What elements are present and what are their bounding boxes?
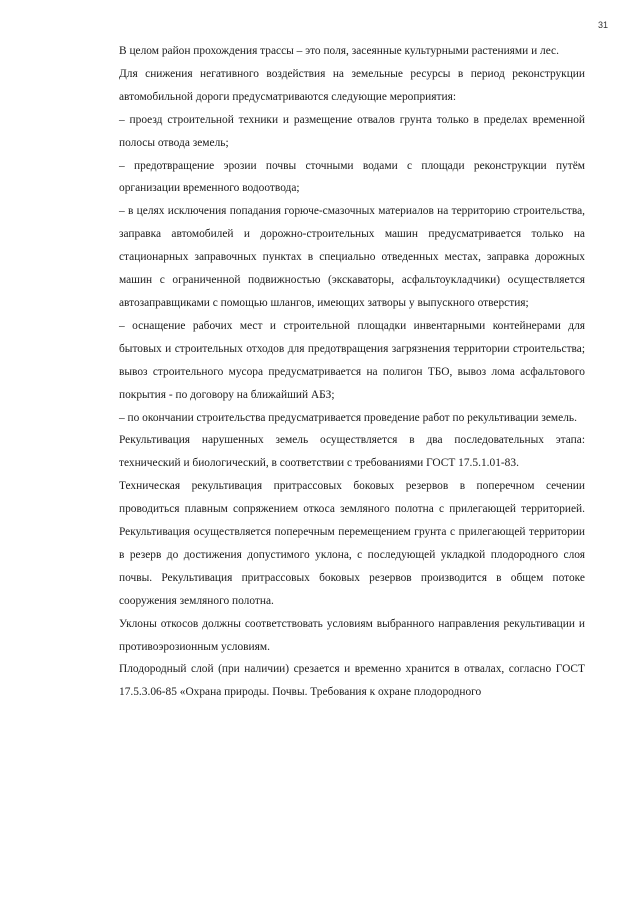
paragraph-measures-intro: Для снижения негативного воздействия на земельные ресурсы в период реконструкции автомобильной дороги предусматриваются следующие мероприятия: (119, 67, 585, 103)
page-number: 31 (597, 20, 608, 30)
paragraph-route-description: В целом район прохождения трассы – это поля, засеянные культурными растениями и лес. (119, 45, 559, 57)
paragraph-measure-erosion-prevention: – предотвращение эрозии почвы сточными водами с площади реконструкции путём организации временного водоотвода; (119, 159, 585, 195)
paragraph-technical-recultivation: Техническая рекультивация притрассовых боковых резервов в поперечном сечении проводиться плавным сопряжением откоса земляного полотна с прилегающей территорией. Рекультивация осуществляется поперечным перемещением грунта с прилегающей территории в резерв до достижения допустимого уклона, с последующей укладкой плодородного слоя почвы. Рекультивация притрассовых боковых резервов производится в общем потоке сооружения земляного полотна. (119, 480, 585, 607)
paragraph-measure-waste-containers: – оснащение рабочих мест и строительной площадки инвентарными контейнерами для бытовых и строительных отходов для предотвращения загрязнения территории строительства; вывоз строительного мусора предусматривается на полигон ТБО, вывоз лома асфальтового покрытия - по договору на ближайший АБЗ; (119, 319, 585, 401)
paragraph-measure-fuel-handling: – в целях исключения попадания горюче-смазочных материалов на территорию строительства, заправка автомобилей и дорожно-строительных машин предусматривается только на стационарных заправочных пунктах в специально отведенных местах, заправка дорожных машин с ограниченной подвижностью (экскаваторы, асфальтоукладчики) осуществляется автозаправщиками с помощью шлангов, имеющих затворы у выпускного отверстия; (119, 205, 585, 309)
paragraph-measure-equipment-passage: – проезд строительной техники и размещение отвалов грунта только в пределах временной полосы отвода земель; (119, 113, 585, 149)
document-body (119, 40, 585, 704)
paragraph-slopes: Уклоны откосов должны соответствовать условиям выбранного направления рекультивации и противоэрозионным условиям. (119, 617, 585, 653)
paragraph-recultivation-stages: Рекультивация нарушенных земель осуществляется в два последовательных этапа: технический и биологический, в соответствии с требованиями ГОСТ 17.5.1.01-83. (119, 434, 585, 470)
paragraph-measure-recultivation: – по окончании строительства предусматривается проведение работ по рекультивации земель. (119, 411, 577, 424)
paragraph-fertile-layer: Плодородный слой (при наличии) срезается и временно хранится в отвалах, согласно ГОСТ 17.5.3.06-85 «Охрана природы. Почвы. Требования к охране плодородного (119, 663, 585, 699)
